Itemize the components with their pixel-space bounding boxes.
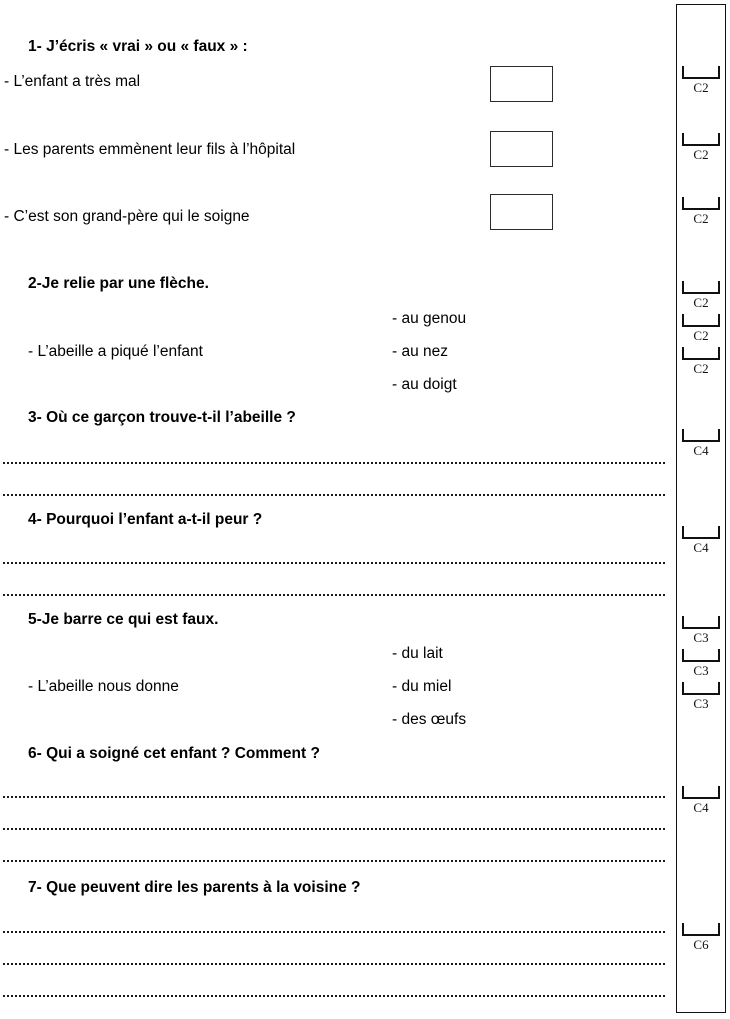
competency-code: C4 — [693, 540, 709, 555]
competency-code: C2 — [693, 328, 709, 343]
exercise-6-answer-line-2[interactable] — [3, 828, 665, 830]
exercise-7-answer-line-3[interactable] — [3, 995, 665, 997]
exercise-7-answer-line-1[interactable] — [3, 931, 665, 933]
competency-code: C6 — [693, 937, 709, 952]
exercise-1-heading: 1- J’écris « vrai » ou « faux » : — [28, 38, 248, 55]
exercise-4-answer-line-1[interactable] — [3, 562, 665, 564]
competency-code: C4 — [693, 800, 709, 815]
exercise-5-prompt[interactable]: - L’abeille nous donne — [28, 678, 179, 695]
exercise-5-heading: 5-Je barre ce qui est faux. — [28, 611, 219, 628]
exercise-3-answer-line-1[interactable] — [3, 462, 665, 464]
competency-bracket-icon — [682, 347, 720, 360]
exercise-3-answer-line-2[interactable] — [3, 494, 665, 496]
competency-marker[interactable] — [682, 314, 720, 343]
competency-code: C3 — [693, 663, 709, 678]
competency-bracket-icon — [682, 281, 720, 294]
competency-bracket-icon — [682, 682, 720, 695]
competency-marker[interactable] — [682, 429, 720, 458]
exercise-2-heading: 2-Je relie par une flèche. — [28, 275, 209, 292]
competency-code: C3 — [693, 696, 709, 711]
competency-bracket-icon — [682, 923, 720, 936]
competency-marker[interactable] — [682, 682, 720, 711]
exercise-5-option-3[interactable]: - des œufs — [392, 711, 467, 728]
competency-marker[interactable] — [682, 616, 720, 645]
competency-bracket-icon — [682, 649, 720, 662]
competency-marker[interactable] — [682, 786, 720, 815]
competency-bracket-icon — [682, 616, 720, 629]
exercise-2-prompt[interactable]: - L’abeille a piqué l’enfant — [28, 343, 203, 360]
competency-marker[interactable] — [682, 526, 720, 555]
competency-bracket-icon — [682, 526, 720, 539]
competency-code: C3 — [693, 630, 709, 645]
exercise-7-answer-line-2[interactable] — [3, 963, 665, 965]
exercise-5-option-2[interactable]: - du miel — [392, 678, 452, 695]
exercise-2-option-2[interactable]: - au nez — [392, 343, 449, 360]
competency-marker[interactable] — [682, 281, 720, 310]
competency-bracket-icon — [682, 786, 720, 799]
exercise-1-statement-1: - L’enfant a très mal — [4, 73, 141, 90]
exercise-1-answer-box-2[interactable] — [490, 131, 553, 167]
exercise-4-heading: 4- Pourquoi l’enfant a-t-il peur ? — [28, 511, 263, 528]
exercise-1-answer-box-1[interactable] — [490, 66, 553, 102]
competency-code: C2 — [693, 361, 709, 376]
competency-code: C2 — [693, 147, 709, 162]
exercise-6-heading: 6- Qui a soigné cet enfant ? Comment ? — [28, 745, 320, 762]
exercise-7-heading: 7- Que peuvent dire les parents à la voisine ? — [28, 879, 361, 896]
exercise-1-statement-2: - Les parents emmènent leur fils à l’hôpital — [4, 141, 296, 158]
competency-code: C2 — [693, 295, 709, 310]
competency-code: C4 — [693, 443, 709, 458]
competency-marker[interactable] — [682, 66, 720, 95]
exercise-4-answer-line-2[interactable] — [3, 594, 665, 596]
competency-marker[interactable] — [682, 649, 720, 678]
exercise-6-answer-line-3[interactable] — [3, 860, 665, 862]
competency-bracket-icon — [682, 314, 720, 327]
competency-sidebar — [676, 4, 726, 1013]
competency-bracket-icon — [682, 429, 720, 442]
exercise-6-answer-line-1[interactable] — [3, 796, 665, 798]
competency-marker[interactable] — [682, 133, 720, 162]
exercise-2-option-3[interactable]: - au doigt — [392, 376, 457, 393]
competency-bracket-icon — [682, 66, 720, 79]
competency-code: C2 — [693, 80, 709, 95]
competency-marker[interactable] — [682, 197, 720, 226]
exercise-3-heading: 3- Où ce garçon trouve-t-il l’abeille ? — [28, 409, 296, 426]
exercise-5-option-1[interactable]: - du lait — [392, 645, 443, 662]
competency-code: C2 — [693, 211, 709, 226]
competency-marker[interactable] — [682, 923, 720, 952]
exercise-1-answer-box-3[interactable] — [490, 194, 553, 230]
competency-bracket-icon — [682, 133, 720, 146]
competency-bracket-icon — [682, 197, 720, 210]
exercise-2-option-1[interactable]: - au genou — [392, 310, 467, 327]
exercise-1-statement-3: - C’est son grand-père qui le soigne — [4, 208, 250, 225]
competency-marker[interactable] — [682, 347, 720, 376]
